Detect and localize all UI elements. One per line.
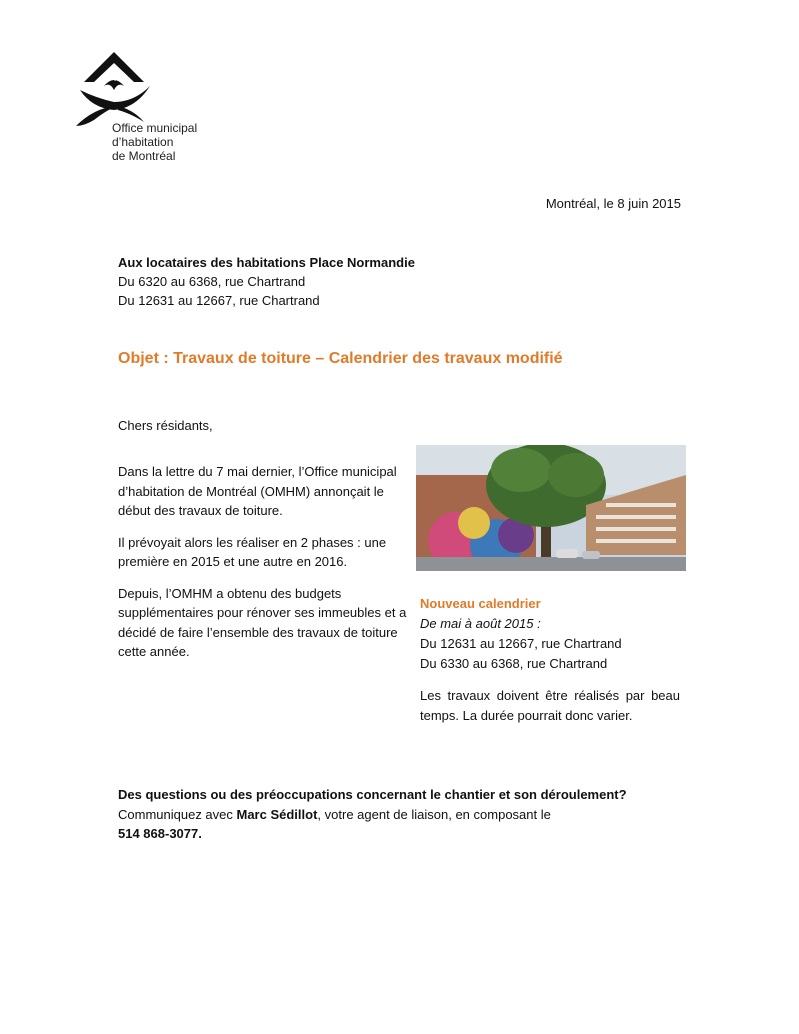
subject-line: Objet : Travaux de toiture – Calendrier des travaux modifié bbox=[118, 350, 563, 367]
new-schedule-title: Nouveau calendrier bbox=[420, 596, 541, 611]
contact-line bbox=[118, 805, 678, 825]
schedule-address-2: Du 6330 au 6368, rue Chartrand bbox=[420, 656, 608, 671]
recipient-block bbox=[118, 253, 415, 310]
omhm-logo-icon bbox=[74, 46, 154, 130]
body-right-column bbox=[420, 594, 680, 726]
greeting: Chers résidants, bbox=[118, 418, 213, 433]
contact-prefix: Communiquez avec bbox=[118, 806, 237, 822]
contact-block bbox=[118, 785, 678, 844]
phone-number: 514 868-3077. bbox=[118, 826, 202, 841]
questions-heading: Des questions ou des préoccupations concernant le chantier et son déroulement? bbox=[118, 787, 627, 802]
building-photo bbox=[416, 445, 686, 571]
org-line-2: d’habitation bbox=[112, 135, 174, 149]
recipient-line-2: Du 6320 au 6368, rue Chartrand bbox=[118, 274, 306, 289]
schedule-period: De mai à août 2015 : bbox=[420, 616, 541, 631]
paragraph-3: Depuis, l’OMHM a obtenu des budgets supplémentaires pour rénover ses immeubles et a décidé de faire l’ensemble des travaux de toiture cette année. bbox=[118, 585, 407, 659]
paragraph-2: Il prévoyait alors les réaliser en 2 phases : une première en 2015 et une autre en 2016. bbox=[118, 534, 387, 569]
body-left-column bbox=[118, 462, 408, 674]
organization-name bbox=[112, 121, 197, 163]
org-line-3: de Montréal bbox=[112, 149, 176, 163]
recipient-line-3: Du 12631 au 12667, rue Chartrand bbox=[118, 293, 320, 308]
org-line-1: Office municipal bbox=[112, 121, 198, 135]
paragraph-1: Dans la lettre du 7 mai dernier, l’Office municipal d’habitation de Montréal (OMHM) annonçait le début des travaux de toiture. bbox=[118, 464, 397, 518]
weather-note: Les travaux doivent être réalisés par beau temps. La durée pourrait donc varier. bbox=[420, 688, 680, 723]
contact-suffix: , votre agent de liaison, en composant le bbox=[317, 806, 551, 822]
contact-name: Marc Sédillot bbox=[236, 806, 318, 822]
letter-date: Montréal, le 8 juin 2015 bbox=[545, 196, 681, 211]
recipient-line-1: Aux locataires des habitations Place Normandie bbox=[118, 255, 415, 270]
schedule-address-1: Du 12631 au 12667, rue Chartrand bbox=[420, 636, 622, 651]
